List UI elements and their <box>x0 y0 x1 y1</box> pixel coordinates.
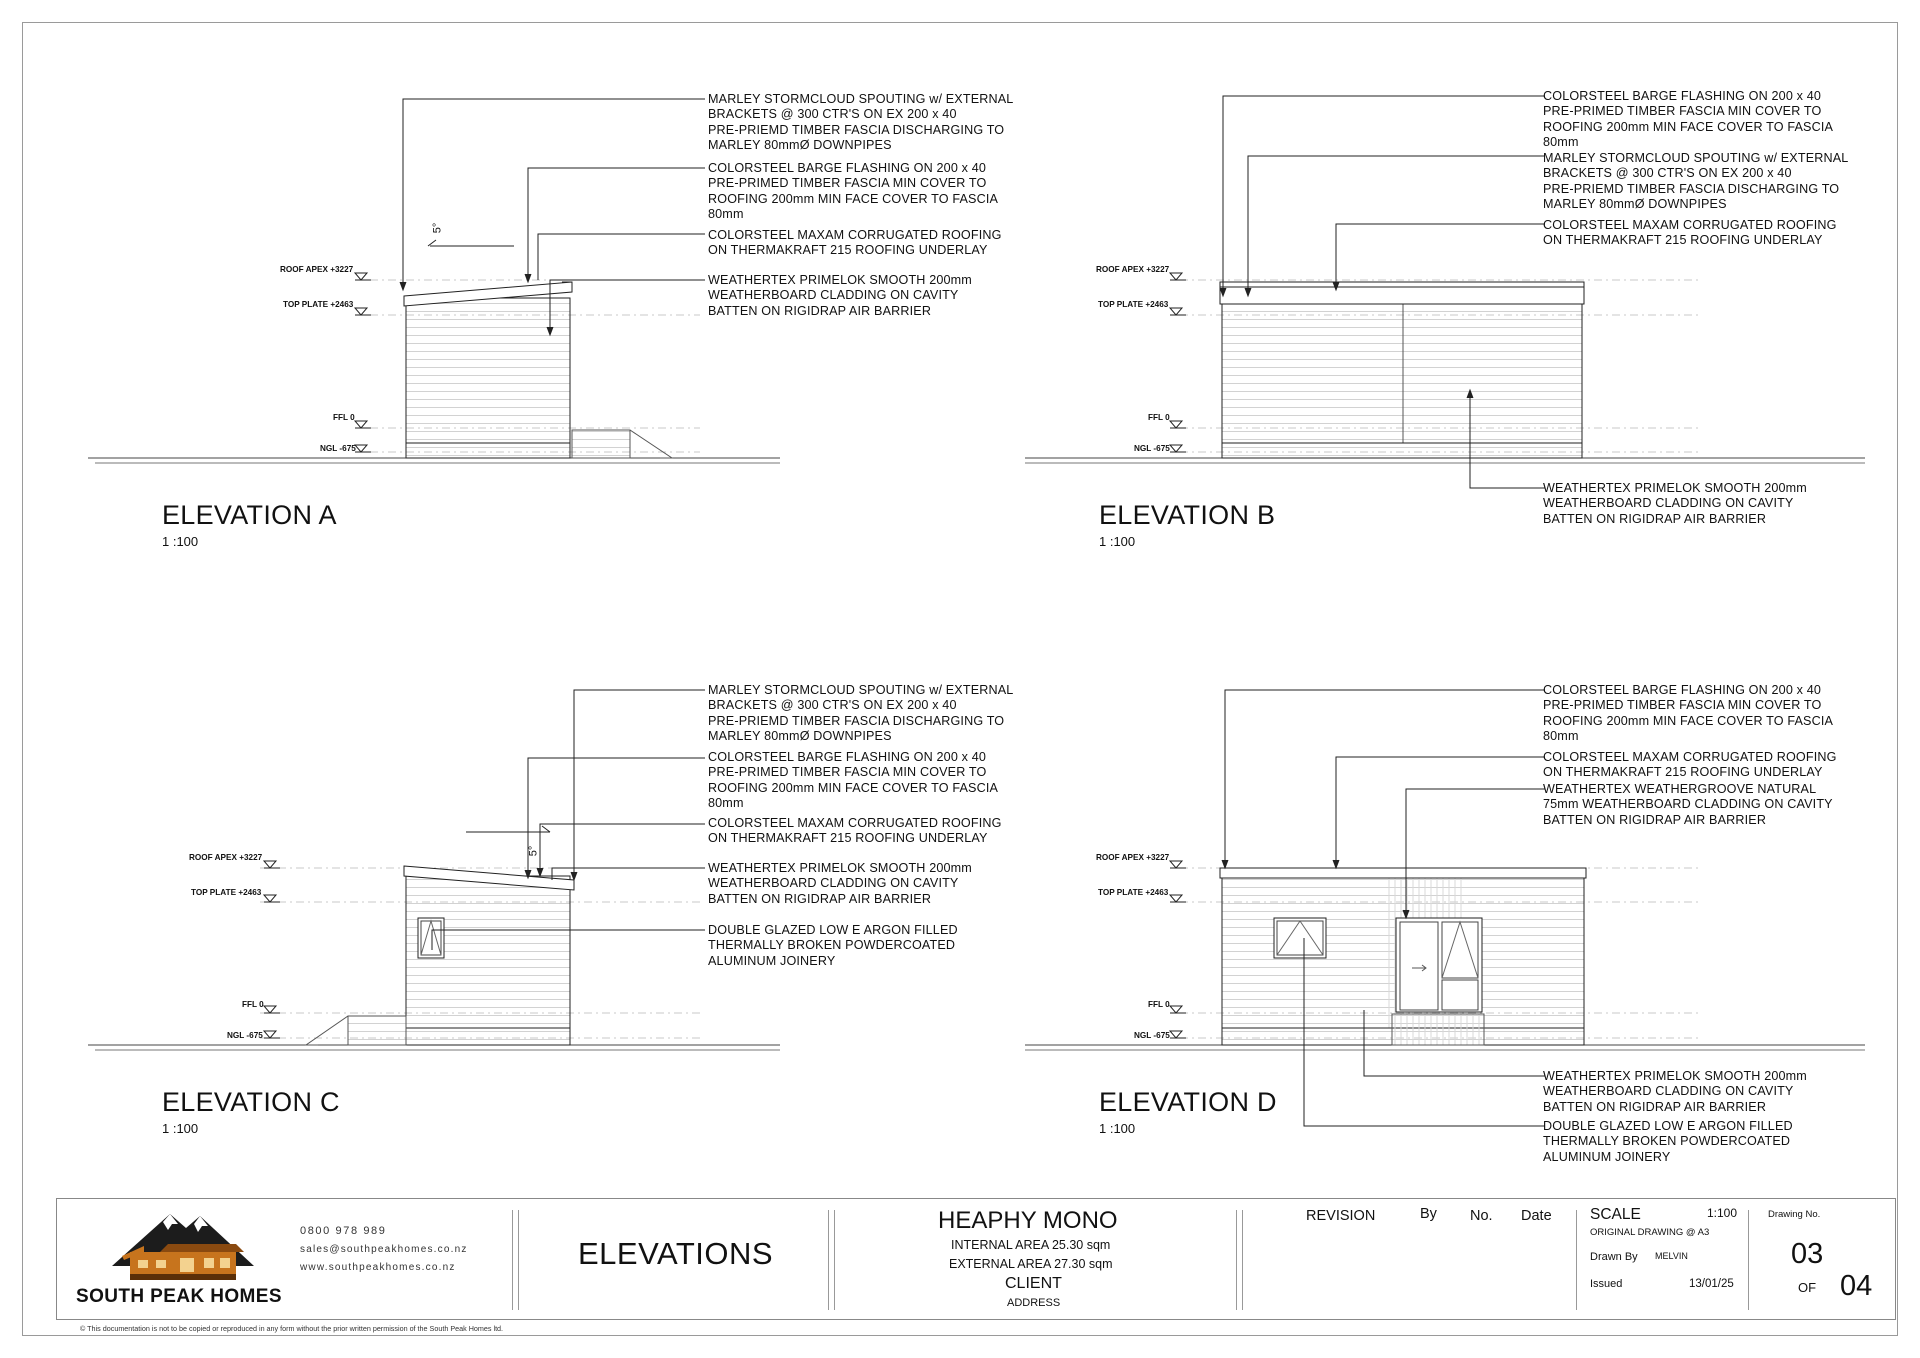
south-peak-homes-logo <box>108 1208 258 1286</box>
elevation-c-scale: 1 :100 <box>162 1121 199 1136</box>
note-c-joinery: DOUBLE GLAZED LOW E ARGON FILLED THERMALLY BROKEN POWDERCOATED ALUMINUM JOINERY <box>708 923 958 968</box>
revision-label: REVISION <box>1306 1208 1376 1224</box>
ffl-label-a: FFL 0 <box>333 413 355 422</box>
elevation-b-scale: 1 :100 <box>1099 534 1136 549</box>
company-email: sales@southpeakhomes.co.nz <box>300 1244 468 1255</box>
internal-area: INTERNAL AREA 25.30 sqm <box>951 1238 1111 1252</box>
elevation-c-title: ELEVATION C <box>162 1087 340 1117</box>
scale-label: SCALE <box>1590 1206 1641 1223</box>
note-b-cladding: WEATHERTEX PRIMELOK SMOOTH 200mm WEATHERBOARD CLADDING ON CAVITY BATTEN ON RIGIDRAP AIR BARRIER <box>1543 481 1807 526</box>
note-c-roofing: COLORSTEEL MAXAM CORRUGATED ROOFING ON THERMAKRAFT 215 ROOFING UNDERLAY <box>708 816 1002 846</box>
ngl-label-d: NGL -675 <box>1134 1031 1170 1040</box>
of-label: OF <box>1798 1280 1817 1295</box>
ngl-label-b: NGL -675 <box>1134 444 1170 453</box>
note-d-weathergroove: WEATHERTEX WEATHERGROOVE NATURAL 75mm WEATHERBOARD CLADDING ON CAVITY BATTEN ON RIGIDRAP AIR BARRIER <box>1543 782 1833 827</box>
elevation-a-drawing <box>88 99 780 463</box>
company-phone: 0800 978 989 <box>300 1225 387 1237</box>
top-plate-label-d: TOP PLATE +2463 <box>1098 888 1169 897</box>
roof-pitch-label-a: 5° <box>431 222 444 234</box>
top-plate-label-a: TOP PLATE +2463 <box>283 300 354 309</box>
title-block-divider <box>1242 1210 1243 1310</box>
ffl-label-b: FFL 0 <box>1148 413 1170 422</box>
roof-pitch-label-c: 5° <box>527 845 540 857</box>
drawn-by-value: MELVIN <box>1655 1251 1688 1261</box>
elevation-d-scale: 1 :100 <box>1099 1121 1136 1136</box>
external-area: EXTERNAL AREA 27.30 sqm <box>949 1257 1113 1271</box>
sheet-title: ELEVATIONS <box>578 1236 774 1271</box>
ngl-label-c: NGL -675 <box>227 1031 263 1040</box>
roof-apex-label-b: ROOF APEX +3227 <box>1096 265 1170 274</box>
elevation-d-title: ELEVATION D <box>1099 1087 1277 1117</box>
note-c-cladding: WEATHERTEX PRIMELOK SMOOTH 200mm WEATHERBOARD CLADDING ON CAVITY BATTEN ON RIGIDRAP AIR BARRIER <box>708 861 972 906</box>
drawn-by-label: Drawn By <box>1590 1251 1638 1263</box>
ffl-label-c: FFL 0 <box>242 1000 264 1009</box>
note-d-cladding: WEATHERTEX PRIMELOK SMOOTH 200mm WEATHERBOARD CLADDING ON CAVITY BATTEN ON RIGIDRAP AIR BARRIER <box>1543 1069 1807 1114</box>
elevation-b-title: ELEVATION B <box>1099 500 1276 530</box>
project-name: HEAPHY MONO <box>938 1207 1118 1234</box>
client-label: CLIENT <box>1005 1275 1062 1292</box>
note-d-roofing: COLORSTEEL MAXAM CORRUGATED ROOFING ON THERMAKRAFT 215 ROOFING UNDERLAY <box>1543 750 1837 780</box>
note-c-barge-flashing: COLORSTEEL BARGE FLASHING ON 200 x 40 PRE-PRIMED TIMBER FASCIA MIN COVER TO ROOFING 200mm MIN FACE COVER TO FASCIA 80mm <box>708 750 999 811</box>
title-block-divider <box>518 1210 519 1310</box>
title-block-divider <box>1576 1210 1577 1310</box>
note-a-roofing: COLORSTEEL MAXAM CORRUGATED ROOFING ON THERMAKRAFT 215 ROOFING UNDERLAY <box>708 228 1002 258</box>
title-block-divider <box>828 1210 829 1310</box>
top-plate-label-c: TOP PLATE +2463 <box>191 888 262 897</box>
note-d-joinery: DOUBLE GLAZED LOW E ARGON FILLED THERMALLY BROKEN POWDERCOATED ALUMINUM JOINERY <box>1543 1119 1793 1164</box>
elevation-c-drawing <box>88 690 780 1050</box>
scale-value: 1:100 <box>1707 1206 1738 1220</box>
total-sheets: 04 <box>1840 1270 1873 1302</box>
note-a-spouting: MARLEY STORMCLOUD SPOUTING w/ EXTERNAL BRACKETS @ 300 CTR'S ON EX 200 x 40 PRE-PRIEMD TIMBER FASCIA DISCHARGING TO MARLEY 80mmØ DOWNPIPES <box>708 92 1014 153</box>
title-block-divider <box>1748 1210 1749 1310</box>
note-b-spouting: MARLEY STORMCLOUD SPOUTING w/ EXTERNAL BRACKETS @ 300 CTR'S ON EX 200 x 40 PRE-PRIEMD TIMBER FASCIA DISCHARGING TO MARLEY 80mmØ DOWNPIPES <box>1543 151 1849 212</box>
revision-by-label: By <box>1420 1206 1437 1222</box>
elevation-a-scale: 1 :100 <box>162 534 199 549</box>
note-b-roofing: COLORSTEEL MAXAM CORRUGATED ROOFING ON THERMAKRAFT 215 ROOFING UNDERLAY <box>1543 218 1837 248</box>
drawing-no-label: Drawing No. <box>1768 1209 1821 1220</box>
note-a-barge-flashing: COLORSTEEL BARGE FLASHING ON 200 x 40 PRE-PRIMED TIMBER FASCIA MIN COVER TO ROOFING 200mm MIN FACE COVER TO FASCIA 80mm <box>708 161 999 222</box>
company-website: www.southpeakhomes.co.nz <box>300 1262 456 1273</box>
roof-apex-label-a: ROOF APEX +3227 <box>280 265 354 274</box>
title-block-divider <box>1236 1210 1237 1310</box>
title-block-divider <box>512 1210 513 1310</box>
note-d-barge-flashing: COLORSTEEL BARGE FLASHING ON 200 x 40 PRE-PRIMED TIMBER FASCIA MIN COVER TO ROOFING 200mm MIN FACE COVER TO FASCIA 80mm <box>1543 683 1834 744</box>
note-c-spouting: MARLEY STORMCLOUD SPOUTING w/ EXTERNAL BRACKETS @ 300 CTR'S ON EX 200 x 40 PRE-PRIEMD TIMBER FASCIA DISCHARGING TO MARLEY 80mmØ DOWNPIPES <box>708 683 1014 744</box>
ngl-label-a: NGL -675 <box>320 444 356 453</box>
company-name: SOUTH PEAK HOMES <box>76 1286 282 1307</box>
top-plate-label-b: TOP PLATE +2463 <box>1098 300 1169 309</box>
ffl-label-d: FFL 0 <box>1148 1000 1170 1009</box>
copyright-notice: © This documentation is not to be copied or reproduced in any form without the prior written permission of the South Peak Homes ltd. <box>80 1324 504 1333</box>
address-label: ADDRESS <box>1007 1297 1061 1309</box>
roof-apex-label-c: ROOF APEX +3227 <box>189 853 263 862</box>
original-drawing-size: ORIGINAL DRAWING @ A3 <box>1590 1227 1710 1238</box>
issued-date: 13/01/25 <box>1689 1278 1734 1290</box>
revision-date-label: Date <box>1521 1208 1552 1224</box>
elevation-a-title: ELEVATION A <box>162 500 337 530</box>
issued-label: Issued <box>1590 1278 1623 1290</box>
note-b-barge-flashing: COLORSTEEL BARGE FLASHING ON 200 x 40 PRE-PRIMED TIMBER FASCIA MIN COVER TO ROOFING 200mm MIN FACE COVER TO FASCIA 80mm <box>1543 89 1834 150</box>
title-block-divider <box>834 1210 835 1310</box>
drawing-number: 03 <box>1791 1238 1824 1270</box>
roof-apex-label-d: ROOF APEX +3227 <box>1096 853 1170 862</box>
revision-no-label: No. <box>1470 1208 1493 1224</box>
note-a-cladding: WEATHERTEX PRIMELOK SMOOTH 200mm WEATHERBOARD CLADDING ON CAVITY BATTEN ON RIGIDRAP AIR BARRIER <box>708 273 972 318</box>
